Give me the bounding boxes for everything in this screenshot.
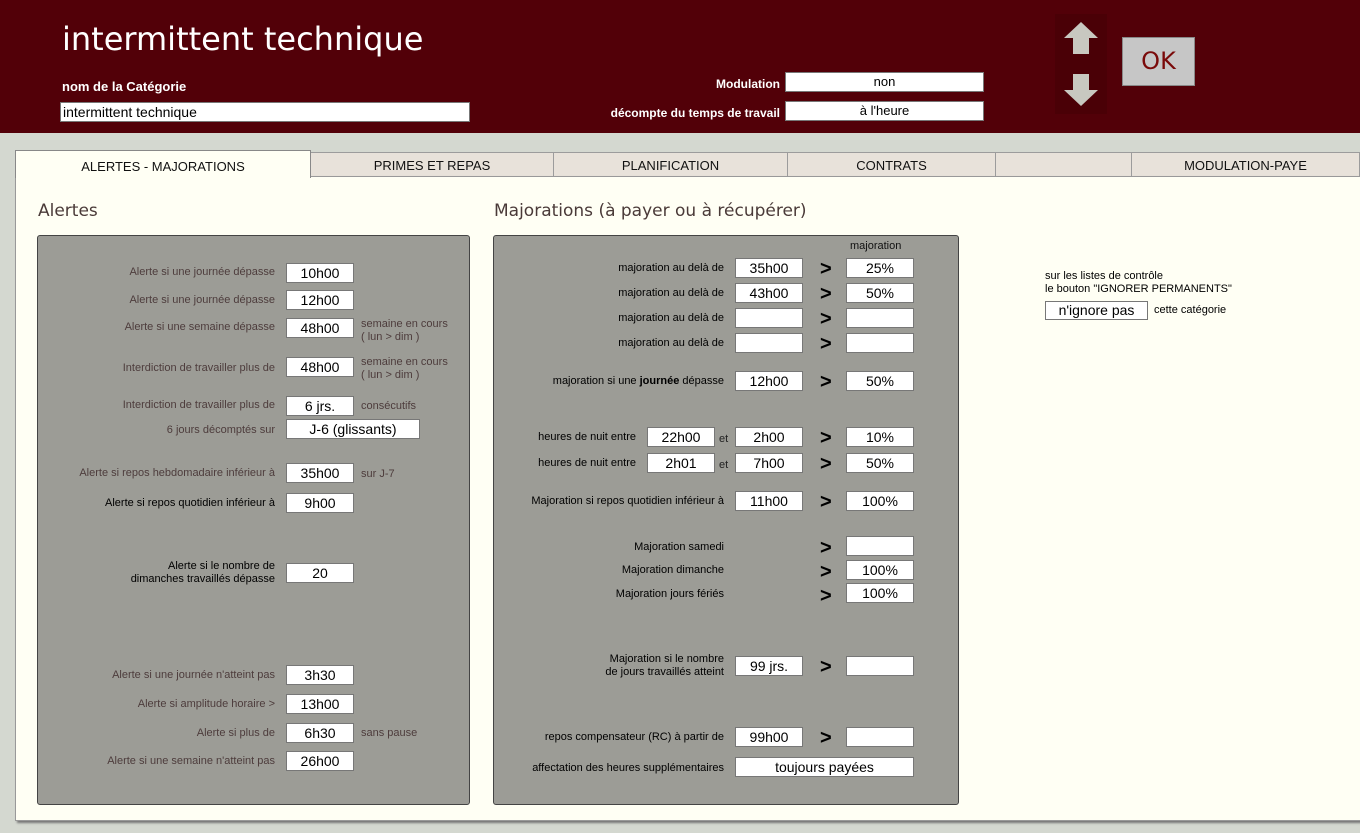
alerte-label: Alerte si une semaine dépasse — [124, 321, 275, 333]
category-label: nom de la Catégorie — [62, 79, 187, 94]
majoration-journee-label — [500, 375, 724, 388]
tab-contrats[interactable]: CONTRATS — [787, 152, 996, 177]
majoration-label: repos compensateur (RC) à partir de — [544, 731, 724, 743]
majoration-label: majoration au delà de — [618, 337, 724, 349]
majoration-label: affectation des heures supplémentaires — [532, 762, 724, 774]
arrow-up-icon[interactable] — [1063, 20, 1099, 56]
greater-than-sign: > — [820, 333, 832, 355]
repos-quotidien-maj-field[interactable]: 11h00 — [735, 491, 803, 511]
majoration-dimanche-field[interactable]: 100% — [846, 560, 914, 580]
header-bar — [0, 0, 1360, 133]
alerte-journee-depasse-1-field[interactable]: 10h00 — [286, 263, 354, 283]
ignorer-permanents-info — [1045, 270, 1232, 296]
nuit-label: heures de nuit entre — [538, 457, 636, 469]
dimanches-travailles-field[interactable]: 20 — [286, 563, 354, 583]
alerte-label: Alerte si une journée dépasse — [129, 266, 275, 278]
majoration-rate-field[interactable]: 50% — [846, 283, 914, 303]
decompte-label: décompte du temps de travail — [610, 106, 780, 120]
info-line: le bouton "IGNORER PERMANENTS" — [1045, 283, 1232, 295]
alerte-label: dimanches travaillés dépasse — [130, 573, 275, 585]
repos-hebdo-field[interactable]: 35h00 — [286, 463, 354, 483]
majoration-label: majoration au delà de — [618, 312, 724, 324]
majoration-label: Majoration jours fériés — [615, 588, 724, 600]
ok-button[interactable]: OK — [1122, 37, 1195, 86]
alerte-label: Interdiction de travailler plus de — [122, 362, 275, 374]
label-part: majoration si une — [552, 375, 640, 387]
alerte-note: semaine en cours — [361, 356, 448, 368]
ignore-suffix-label: cette catégorie — [1154, 304, 1227, 316]
tab-planification[interactable]: PLANIFICATION — [553, 152, 788, 177]
greater-than-sign: > — [820, 258, 832, 280]
greater-than-sign: > — [820, 283, 832, 305]
alerte-label: Alerte si plus de — [196, 727, 275, 739]
sans-pause-field[interactable]: 6h30 — [286, 723, 354, 743]
majoration-label: Majoration si le nombre — [609, 653, 724, 665]
label-part: dépasse — [679, 375, 724, 387]
majoration-label: de jours travaillés atteint — [605, 666, 724, 678]
majoration-label: Majoration dimanche — [621, 564, 724, 576]
majoration-threshold-field[interactable]: 35h00 — [735, 258, 803, 278]
greater-than-sign: > — [820, 727, 832, 749]
majoration-label: Majoration si repos quotidien inférieur à — [531, 495, 724, 507]
majoration-label: majoration au delà de — [618, 262, 724, 274]
alerte-journee-depasse-2-field[interactable]: 12h00 — [286, 290, 354, 310]
nuit-from-field[interactable]: 2h01 — [647, 453, 715, 473]
majoration-rate-field[interactable] — [846, 727, 914, 747]
nuit-to-field[interactable]: 7h00 — [735, 453, 803, 473]
greater-than-sign: > — [820, 537, 832, 559]
majoration-rate-field[interactable]: 50% — [846, 453, 914, 473]
arrow-down-icon[interactable] — [1063, 72, 1099, 108]
amplitude-horaire-field[interactable]: 13h00 — [286, 694, 354, 714]
category-name-input[interactable]: intermittent technique — [60, 102, 470, 122]
majoration-threshold-field[interactable]: 43h00 — [735, 283, 803, 303]
affectation-heures-field[interactable]: toujours payées — [735, 757, 914, 777]
semaine-min-field[interactable]: 26h00 — [286, 751, 354, 771]
alerte-label: Alerte si le nombre de — [168, 560, 275, 572]
tab-empty[interactable] — [995, 152, 1132, 177]
decompte-field[interactable]: à l'heure — [785, 101, 984, 121]
navigation-arrows — [1055, 14, 1107, 114]
greater-than-sign: > — [820, 491, 832, 513]
majoration-rate-field[interactable]: 50% — [846, 371, 914, 391]
alerte-label: Alerte si une semaine n'atteint pas — [107, 755, 275, 767]
et-label: et — [719, 433, 729, 445]
majoration-label: majoration au delà de — [618, 287, 724, 299]
tab-modulation-paye[interactable]: MODULATION-PAYE — [1131, 152, 1360, 177]
majoration-column-header: majoration — [850, 240, 902, 252]
majoration-threshold-field[interactable] — [735, 308, 803, 328]
modulation-label: Modulation — [716, 77, 780, 91]
alertes-title: Alertes — [38, 201, 98, 221]
repos-compensateur-field[interactable]: 99h00 — [735, 727, 803, 747]
page-title: intermittent technique — [62, 20, 424, 58]
greater-than-sign: > — [820, 656, 832, 678]
journee-min-field[interactable]: 3h30 — [286, 665, 354, 685]
alerte-note: sur J-7 — [361, 468, 395, 480]
ignore-permanents-button[interactable]: n'ignore pas — [1045, 301, 1148, 320]
greater-than-sign: > — [820, 585, 832, 607]
jours-decomptes-field[interactable]: J-6 (glissants) — [286, 419, 420, 439]
nuit-to-field[interactable]: 2h00 — [735, 427, 803, 447]
nuit-from-field[interactable]: 22h00 — [647, 427, 715, 447]
alerte-semaine-depasse-field[interactable]: 48h00 — [286, 318, 354, 338]
majoration-label: Majoration samedi — [634, 541, 724, 553]
greater-than-sign: > — [820, 308, 832, 330]
tab-bar — [0, 150, 1360, 177]
jours-travailles-field[interactable]: 99 jrs. — [735, 656, 803, 676]
greater-than-sign: > — [820, 561, 832, 583]
repos-quotidien-field[interactable]: 9h00 — [286, 493, 354, 513]
nuit-label: heures de nuit entre — [538, 431, 636, 443]
majoration-rate-field[interactable]: 10% — [846, 427, 914, 447]
greater-than-sign: > — [820, 371, 832, 393]
majoration-rate-field[interactable]: 25% — [846, 258, 914, 278]
interdiction-heures-field[interactable]: 48h00 — [286, 357, 354, 377]
majoration-rate-field[interactable] — [846, 333, 914, 353]
alerte-note: semaine en cours — [361, 318, 448, 330]
majoration-threshold-field[interactable] — [735, 333, 803, 353]
alerte-label: Alerte si une journée dépasse — [129, 294, 275, 306]
majoration-feries-field[interactable]: 100% — [846, 583, 914, 603]
alerte-note: consécutifs — [361, 400, 417, 412]
interdiction-jours-field[interactable]: 6 jrs. — [286, 396, 354, 416]
greater-than-sign: > — [820, 453, 832, 475]
label-bold-part: journée — [639, 375, 680, 387]
alerte-label: Alerte si une journée n'atteint pas — [112, 669, 275, 681]
alerte-label: Alerte si repos hebdomadaire inférieur à — [79, 467, 275, 479]
majorations-title: Majorations (à payer ou à récupérer) — [494, 201, 807, 221]
alerte-label: Alerte si repos quotidien inférieur à — [105, 497, 275, 509]
majoration-samedi-field[interactable] — [846, 536, 914, 556]
greater-than-sign: > — [820, 427, 832, 449]
info-line: sur les listes de contrôle — [1045, 270, 1163, 282]
modulation-field[interactable]: non — [785, 72, 984, 92]
majoration-journee-field[interactable]: 12h00 — [735, 371, 803, 391]
majoration-rate-field[interactable] — [846, 656, 914, 676]
alerte-label: Interdiction de travailler plus de — [122, 399, 275, 411]
alerte-note: ( lun > dim ) — [361, 369, 420, 381]
alerte-note: ( lun > dim ) — [361, 331, 420, 343]
alerte-label: Alerte si amplitude horaire > — [137, 698, 275, 710]
alerte-note: sans pause — [361, 727, 418, 739]
et-label: et — [719, 459, 729, 471]
tab-alertes-majorations[interactable]: ALERTES - MAJORATIONS — [15, 150, 311, 178]
majoration-rate-field[interactable]: 100% — [846, 491, 914, 511]
alerte-label: 6 jours décomptés sur — [166, 424, 275, 436]
majoration-rate-field[interactable] — [846, 308, 914, 328]
tab-primes-et-repas[interactable]: PRIMES ET REPAS — [310, 152, 554, 177]
